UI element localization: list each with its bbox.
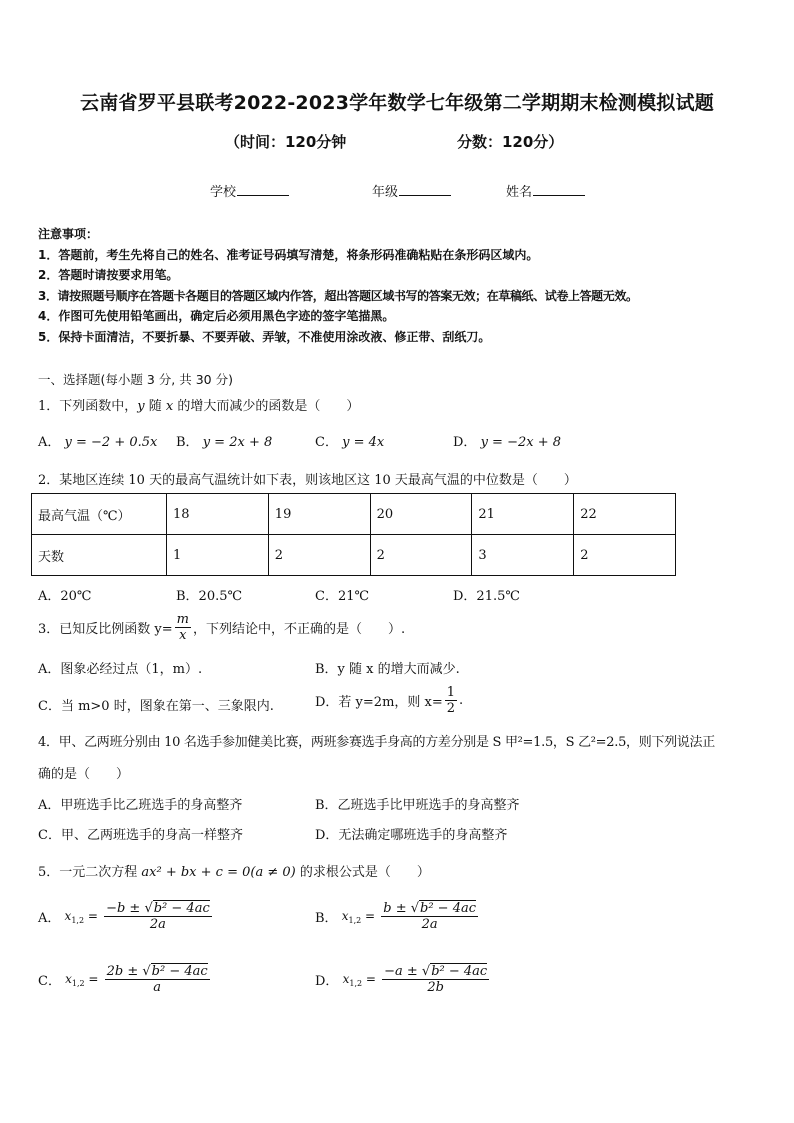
fraction-numerator: 1 (446, 685, 456, 700)
q3-fraction (175, 612, 191, 643)
option-label: B． (315, 911, 338, 926)
q1-option-a[interactable] (38, 431, 157, 450)
option-formula: y = 2x + 8 (202, 435, 273, 450)
option-formula: y = 4x (342, 435, 385, 450)
question-1 (38, 395, 359, 414)
formula-lhs: $x_{1,2}$ = (341, 908, 376, 925)
grade-label: 年级 (372, 185, 399, 200)
formula-fraction: $\frac{\text{−b ± √b² − 4ac}}{2a}$ (106, 901, 210, 932)
q5-option-c[interactable] (38, 964, 212, 995)
formula-lhs: $x_{1,2}$ = (342, 971, 376, 988)
table-cell: 20 (370, 494, 472, 535)
q3-option-a[interactable]: A．图象必经过点（1，m）. (38, 662, 203, 677)
formula-fraction: $\frac{\text{2b ± √b² − 4ac}}{a}$ (106, 964, 208, 995)
name-blank (533, 182, 585, 196)
formula-lhs: $x_{1,2}$ = (65, 971, 99, 988)
temperature-table (31, 493, 676, 576)
q3-stem-post: ，下列结论中，不正确的是（ ）. (192, 622, 406, 637)
question-4-line2: 确的是（ ） (38, 767, 130, 782)
grade-field (372, 181, 451, 200)
question-4-line1: 4．甲、乙两班分别由 10 名选手参加健美比赛，两班参赛选手身高的方差分别是 S 甲²=1.5，S 乙²=2.5，则下列说法正 (38, 735, 715, 750)
q2-option-c[interactable]: C．21℃ (315, 589, 370, 604)
school-label: 学校 (210, 185, 237, 200)
q4-option-a[interactable]: A．甲班选手比乙班选手的身高整齐 (38, 798, 243, 813)
table-cell: 22 (574, 494, 676, 535)
q5-option-b[interactable] (315, 901, 480, 932)
option-label: A． (38, 435, 61, 450)
q3-d-fraction (445, 685, 457, 716)
formula-fraction: $\frac{\text{b ± √b² − 4ac}}{2a}$ (383, 901, 477, 932)
q5-equation: ax² + bx + c = 0(a ≠ 0) (141, 865, 296, 880)
option-label: D． (315, 974, 339, 989)
q4-option-d[interactable]: D．无法确定哪班选手的身高整齐 (315, 828, 508, 843)
q2-option-a[interactable]: A．20℃ (38, 589, 92, 604)
page-title: 云南省罗平县联考2022-2023学年数学七年级第二学期期末检测模拟试题 (80, 92, 714, 114)
table-header-cell: 天数 (32, 535, 167, 576)
option-label: C． (38, 974, 61, 989)
q5-option-d[interactable] (315, 964, 491, 995)
exam-time: （时间：120分钟 (225, 133, 347, 151)
q4-option-b[interactable]: B．乙班选手比甲班选手的身高整齐 (315, 798, 520, 813)
formula-lhs: $x_{1,2}$ = (64, 908, 98, 925)
table-header-cell: 最高气温（℃） (32, 494, 167, 535)
notice-item: 5．保持卡面清洁，不要折暴、不要弄破、弄皱，不准使用涂改液、修正带、刮纸刀。 (38, 330, 491, 344)
option-formula: y = −2x + 8 (480, 435, 562, 450)
section-heading: 一、选择题(每小题 3 分, 共 30 分) (38, 372, 233, 387)
q4-option-c[interactable]: C．甲、乙两班选手的身高一样整齐 (38, 828, 243, 843)
option-label: B． (176, 435, 199, 450)
q1-var-y: y (137, 399, 145, 414)
notice-heading: 注意事项： (38, 227, 99, 241)
option-formula: y = −2 + 0.5x (64, 435, 158, 450)
exam-score: 分数：120分） (457, 133, 564, 151)
q1-stem-pre: 1．下列函数中， (38, 399, 138, 414)
q3-option-b[interactable]: B．y 随 x 的增大而减少. (315, 662, 460, 677)
fraction-numerator: m (176, 612, 189, 627)
q2-option-d[interactable]: D．21.5℃ (453, 589, 520, 604)
q3-stem-pre: 3．已知反比例函数 y= (38, 622, 173, 637)
name-field (506, 181, 585, 200)
notice-item: 4．作图可先使用铅笔画出，确定后必须用黑色字迹的签字笔描黑。 (38, 309, 395, 323)
question-5 (38, 861, 430, 880)
q1-option-d[interactable] (453, 431, 561, 450)
q1-option-c[interactable] (315, 431, 384, 450)
option-text: . (459, 693, 464, 708)
question-2: 2．某地区连续 10 天的最高气温统计如下表，则该地区这 10 天最高气温的中位数是（ ） (38, 473, 577, 488)
notice-item: 2．答题时请按要求用笔。 (38, 268, 179, 282)
notice-item: 1．答题前，考生先将自己的姓名、准考证号码填写清楚，将条形码准确粘贴在条形码区域内。 (38, 248, 539, 262)
table-cell: 18 (167, 494, 269, 535)
name-label: 姓名 (506, 185, 533, 200)
fraction-denominator: x (179, 628, 187, 643)
table-cell: 2 (370, 535, 472, 576)
option-label: C． (315, 435, 338, 450)
q1-stem-mid: 随 (144, 399, 166, 414)
table-cell: 1 (167, 535, 269, 576)
school-field (210, 181, 289, 200)
q1-option-b[interactable] (176, 431, 272, 450)
table-row (32, 494, 676, 535)
q1-var-x: x (165, 399, 174, 414)
option-label: D． (453, 435, 477, 450)
fraction-denominator: 2 (446, 701, 456, 716)
q5-stem-pre: 5．一元二次方程 (38, 865, 142, 880)
q1-stem-post: 的增大而减少的函数是（ ） (173, 399, 360, 414)
q5-option-a[interactable] (38, 901, 214, 932)
formula-fraction: $\frac{\text{−a ± √b² − 4ac}}{2b}$ (384, 964, 488, 995)
table-cell: 3 (472, 535, 574, 576)
table-cell: 21 (472, 494, 574, 535)
grade-blank (399, 182, 451, 196)
notice-item: 3．请按照题号顺序在答题卡各题目的答题区域内作答，超出答题区域书写的答案无效；在草稿纸、试卷上答题无效。 (38, 289, 638, 303)
table-row (32, 535, 676, 576)
question-3 (38, 612, 405, 643)
q2-option-b[interactable]: B．20.5℃ (176, 589, 243, 604)
table-cell: 2 (574, 535, 676, 576)
option-text: D．若 y=2m，则 x= (315, 695, 443, 710)
option-label: A． (38, 911, 61, 926)
q3-option-c[interactable]: C．当 m>0 时，图象在第一、三象限内. (38, 699, 274, 714)
q3-option-d[interactable] (315, 685, 463, 716)
school-blank (237, 182, 289, 196)
q5-stem-post: 的求根公式是（ ） (295, 865, 430, 880)
table-cell: 2 (268, 535, 370, 576)
table-cell: 19 (268, 494, 370, 535)
